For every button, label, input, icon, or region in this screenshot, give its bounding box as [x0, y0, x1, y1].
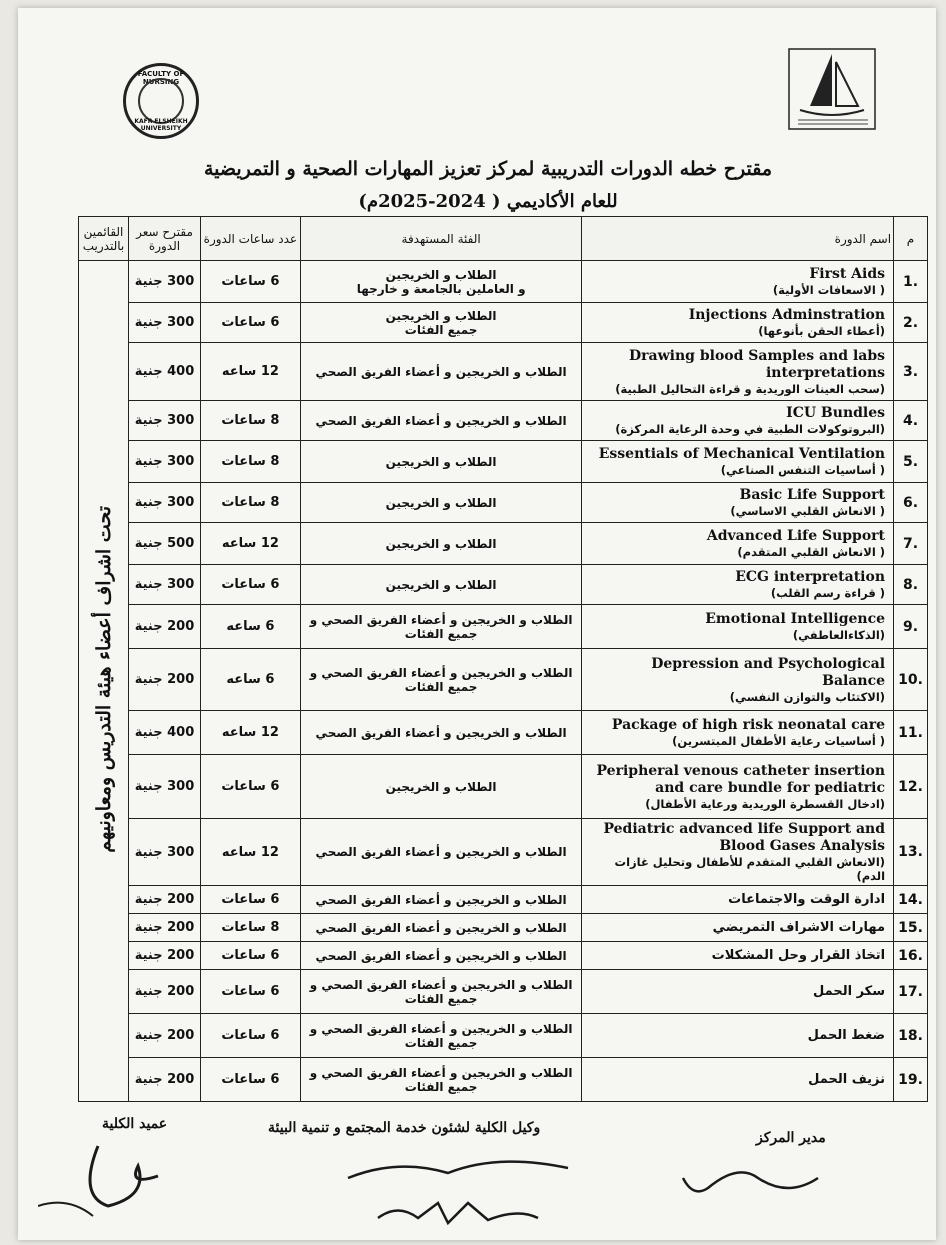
row-number: .14	[894, 886, 928, 914]
header-supervisors: القائمين بالتدريب	[79, 217, 129, 261]
target-group-cell: الطلاب و الخريجين	[300, 441, 582, 483]
course-price-cell: 200 جنية	[129, 605, 201, 649]
course-price-cell: 300 جنية	[129, 441, 201, 483]
course-name-cell	[582, 303, 894, 343]
seal-top-text: FACULTY OF NURSING	[137, 70, 185, 86]
course-name-cell	[582, 401, 894, 441]
row-number: .2	[894, 303, 928, 343]
course-hours-cell: 8 ساعات	[200, 441, 300, 483]
course-name-english: Depression and Psychological Balance	[651, 655, 886, 689]
course-name-cell	[582, 523, 894, 565]
course-name-cell	[582, 711, 894, 755]
row-number: .11	[894, 711, 928, 755]
center-director-handwritten-signature	[678, 1148, 828, 1208]
table-row	[79, 605, 928, 649]
table-row	[79, 819, 928, 886]
header-price: مقترح سعر الدورة	[129, 217, 201, 261]
course-hours-cell: 6 ساعات	[200, 303, 300, 343]
target-group-cell: الطلاب و الخريجين و العاملين بالجامعة و خارجها	[300, 261, 582, 303]
course-hours-cell: 6 ساعات	[200, 886, 300, 914]
table-row	[79, 886, 928, 914]
course-hours-cell: 6 ساعات	[200, 261, 300, 303]
target-group-cell: الطلاب و الخريجين	[300, 483, 582, 523]
dean-signature-label: عميد الكلية	[102, 1116, 168, 1132]
row-number: .15	[894, 914, 928, 942]
table-row	[79, 942, 928, 970]
course-price-cell: 400 جنية	[129, 711, 201, 755]
course-name-arabic: (الانعاش القلبي المتقدم للأطفال وتحليل غازات الدم)	[614, 855, 886, 883]
target-group-cell: الطلاب و الخريجين و أعضاء الفريق الصحي و جميع الفئات	[300, 1058, 582, 1102]
course-price-cell: 300 جنية	[129, 303, 201, 343]
row-number: .9	[894, 605, 928, 649]
course-price-cell: 500 جنية	[129, 523, 201, 565]
course-name-arabic: (الاكتئاب والتوازن النفسي)	[729, 689, 886, 704]
table-row	[79, 1014, 928, 1058]
course-name-arabic: ( الاسعافات الأولية)	[772, 283, 886, 297]
course-name-arabic: ( الانعاش القلبي المتقدم)	[737, 545, 886, 559]
row-number: .8	[894, 565, 928, 605]
course-name-cell	[582, 755, 894, 819]
course-name-english: First Aids	[809, 266, 886, 282]
target-group-cell: الطلاب و الخريجين و أعضاء الفريق الصحي	[300, 819, 582, 886]
course-name-arabic: (الذكاءالعاطفي)	[792, 628, 886, 642]
course-name-arabic: ( أساسيات التنفس الصناعي)	[720, 463, 886, 477]
course-price-cell: 200 جنية	[129, 886, 201, 914]
course-name-english: Package of high risk neonatal care	[611, 717, 886, 733]
course-price-cell: 200 جنية	[129, 1058, 201, 1102]
course-name-arabic: ضغط الحمل	[807, 1027, 886, 1043]
course-name-cell	[582, 649, 894, 711]
row-number: .17	[894, 970, 928, 1014]
course-name-cell	[582, 1058, 894, 1102]
course-name-english: Basic Life Support	[739, 487, 886, 503]
supervisors-cell	[79, 261, 129, 1102]
course-price-cell: 300 جنية	[129, 401, 201, 441]
row-number: .6	[894, 483, 928, 523]
course-price-cell: 200 جنية	[129, 970, 201, 1014]
course-name-cell	[582, 886, 894, 914]
course-hours-cell: 8 ساعات	[200, 483, 300, 523]
vice-dean-handwritten-signature	[338, 1148, 588, 1238]
row-number: .3	[894, 343, 928, 401]
course-hours-cell: 6 ساعه	[200, 649, 300, 711]
table-header-row	[79, 217, 928, 261]
course-name-english: ICU Bundles	[786, 405, 886, 421]
table-row	[79, 343, 928, 401]
table-row	[79, 711, 928, 755]
course-hours-cell: 6 ساعات	[200, 1014, 300, 1058]
course-price-cell: 200 جنية	[129, 649, 201, 711]
course-name-cell	[582, 605, 894, 649]
row-number: .12	[894, 755, 928, 819]
course-name-cell	[582, 819, 894, 886]
table-row	[79, 914, 928, 942]
course-name-cell	[582, 1014, 894, 1058]
course-name-arabic: (البروتوكولات الطبية في وحدة الرعاية المركزة)	[615, 422, 886, 436]
table-row	[79, 755, 928, 819]
header-target-group: الفئة المستهدفة	[300, 217, 582, 261]
row-number: .4	[894, 401, 928, 441]
course-price-cell: 200 جنية	[129, 1014, 201, 1058]
table-row	[79, 1058, 928, 1102]
course-name-arabic: اتخاذ القرار وحل المشكلات	[711, 947, 886, 963]
course-hours-cell: 12 ساعه	[200, 523, 300, 565]
course-hours-cell: 12 ساعه	[200, 711, 300, 755]
target-group-cell: الطلاب و الخريجين و أعضاء الفريق الصحي	[300, 401, 582, 441]
university-sail-logo	[788, 48, 876, 130]
target-group-cell: الطلاب و الخريجين و أعضاء الفريق الصحي	[300, 886, 582, 914]
course-price-cell: 200 جنية	[129, 942, 201, 970]
document-page	[18, 8, 936, 1240]
target-group-cell: الطلاب و الخريجين و أعضاء الفريق الصحي و جميع الفئات	[300, 605, 582, 649]
course-price-cell: 300 جنية	[129, 261, 201, 303]
course-hours-cell: 6 ساعات	[200, 1058, 300, 1102]
course-name-arabic: نزيف الحمل	[808, 1071, 886, 1087]
target-group-cell: الطلاب و الخريجين	[300, 755, 582, 819]
target-group-cell: الطلاب و الخريجين و أعضاء الفريق الصحي و جميع الفئات	[300, 970, 582, 1014]
center-director-signature-label: مدير المركز	[756, 1130, 826, 1146]
table-row	[79, 970, 928, 1014]
header-num: م	[894, 217, 928, 261]
target-group-cell: الطلاب و الخريجين و أعضاء الفريق الصحي و جميع الفئات	[300, 649, 582, 711]
course-price-cell: 200 جنية	[129, 914, 201, 942]
course-name-cell	[582, 942, 894, 970]
faculty-seal-logo	[123, 63, 199, 139]
table-row	[79, 523, 928, 565]
course-name-arabic: ( الانعاش القلبي الاساسي)	[730, 504, 886, 518]
course-hours-cell: 12 ساعه	[200, 343, 300, 401]
course-hours-cell: 12 ساعه	[200, 819, 300, 886]
course-name-english: Emotional Intelligence	[705, 611, 886, 627]
seal-bottom-text: KAFR ELSHEIKH UNIVERSITY	[134, 118, 188, 132]
course-name-arabic: (سحب العينات الوريدية و قراءة التحاليل الطبية)	[615, 381, 886, 396]
course-name-english: Essentials of Mechanical Ventilation	[598, 446, 886, 462]
course-name-english: Peripheral venous catheter insertion and care bundle for pediatric	[596, 762, 886, 796]
course-name-cell	[582, 343, 894, 401]
supervisors-text: تحت اشراف أعضاء هيئة التدريس ومعاونيهم	[92, 505, 115, 853]
courses-table	[78, 216, 928, 1102]
document-title: مقترح خطه الدورات التدريبية لمركز تعزيز المهارات الصحية و التمريضية	[203, 158, 773, 180]
course-name-english: Advanced Life Support	[706, 528, 886, 544]
table-row	[79, 261, 928, 303]
course-name-cell	[582, 970, 894, 1014]
course-name-arabic: (أعطاء الحقن بأنوعها)	[758, 324, 886, 338]
row-number: .7	[894, 523, 928, 565]
target-group-cell: الطلاب و الخريجين	[300, 565, 582, 605]
target-group-cell: الطلاب و الخريجين و أعضاء الفريق الصحي	[300, 942, 582, 970]
target-group-cell: الطلاب و الخريجين و أعضاء الفريق الصحي	[300, 914, 582, 942]
target-group-cell: الطلاب و الخريجين جميع الفئات	[300, 303, 582, 343]
vice-dean-signature-label: وكيل الكلية لشئون خدمة المجتمع و تنمية البيئة	[268, 1120, 541, 1136]
target-group-cell: الطلاب و الخريجين	[300, 523, 582, 565]
row-number: .10	[894, 649, 928, 711]
course-hours-cell: 8 ساعات	[200, 914, 300, 942]
row-number: .13	[894, 819, 928, 886]
row-number: .16	[894, 942, 928, 970]
course-name-arabic: سكر الحمل	[813, 983, 886, 999]
course-hours-cell: 6 ساعات	[200, 970, 300, 1014]
row-number: .5	[894, 441, 928, 483]
table-row	[79, 303, 928, 343]
course-name-arabic: ادارة الوقت والاجتماعات	[728, 891, 886, 907]
course-price-cell: 300 جنية	[129, 565, 201, 605]
course-name-english: Injections Adminstration	[688, 307, 886, 323]
table-row	[79, 441, 928, 483]
target-group-cell: الطلاب و الخريجين و أعضاء الفريق الصحي و جميع الفئات	[300, 1014, 582, 1058]
course-hours-cell: 6 ساعات	[200, 755, 300, 819]
course-name-cell	[582, 914, 894, 942]
course-hours-cell: 8 ساعات	[200, 401, 300, 441]
table-row	[79, 483, 928, 523]
target-group-cell: الطلاب و الخريجين و أعضاء الفريق الصحي	[300, 343, 582, 401]
row-number: .19	[894, 1058, 928, 1102]
course-hours-cell: 6 ساعات	[200, 942, 300, 970]
row-number: .18	[894, 1014, 928, 1058]
table-row	[79, 649, 928, 711]
course-price-cell: 300 جنية	[129, 755, 201, 819]
course-name-cell	[582, 441, 894, 483]
course-name-cell	[582, 261, 894, 303]
course-name-cell	[582, 483, 894, 523]
course-name-english: Drawing blood Samples and labs interpretations	[629, 347, 886, 381]
course-name-arabic: ( أساسيات رعاية الأطفال المبتسرين)	[672, 734, 886, 748]
course-name-arabic: ( قراءة رسم القلب)	[770, 586, 886, 600]
course-name-cell	[582, 565, 894, 605]
course-name-english: Pediatric advanced life Support and Blood Gases Analysis	[603, 821, 886, 854]
row-number: .1	[894, 261, 928, 303]
course-hours-cell: 6 ساعات	[200, 565, 300, 605]
course-name-arabic: مهارات الاشراف التمريضي	[712, 919, 886, 935]
course-price-cell: 400 جنية	[129, 343, 201, 401]
table-row	[79, 401, 928, 441]
header-course-name: اسم الدورة	[582, 217, 894, 261]
course-name-english: ECG interpretation	[735, 569, 886, 585]
academic-year: للعام الأكاديمي ( 2024-2025م)	[358, 191, 618, 212]
course-price-cell: 300 جنية	[129, 483, 201, 523]
course-name-arabic: (ادخال القسطرة الوريدية ورعاية الأطفال)	[645, 796, 886, 811]
target-group-cell: الطلاب و الخريجين و أعضاء الفريق الصحي	[300, 711, 582, 755]
course-hours-cell: 6 ساعه	[200, 605, 300, 649]
dean-handwritten-signature	[38, 1136, 178, 1236]
table-row	[79, 565, 928, 605]
header-hours: عدد ساعات الدورة	[200, 217, 300, 261]
course-price-cell: 300 جنية	[129, 819, 201, 886]
